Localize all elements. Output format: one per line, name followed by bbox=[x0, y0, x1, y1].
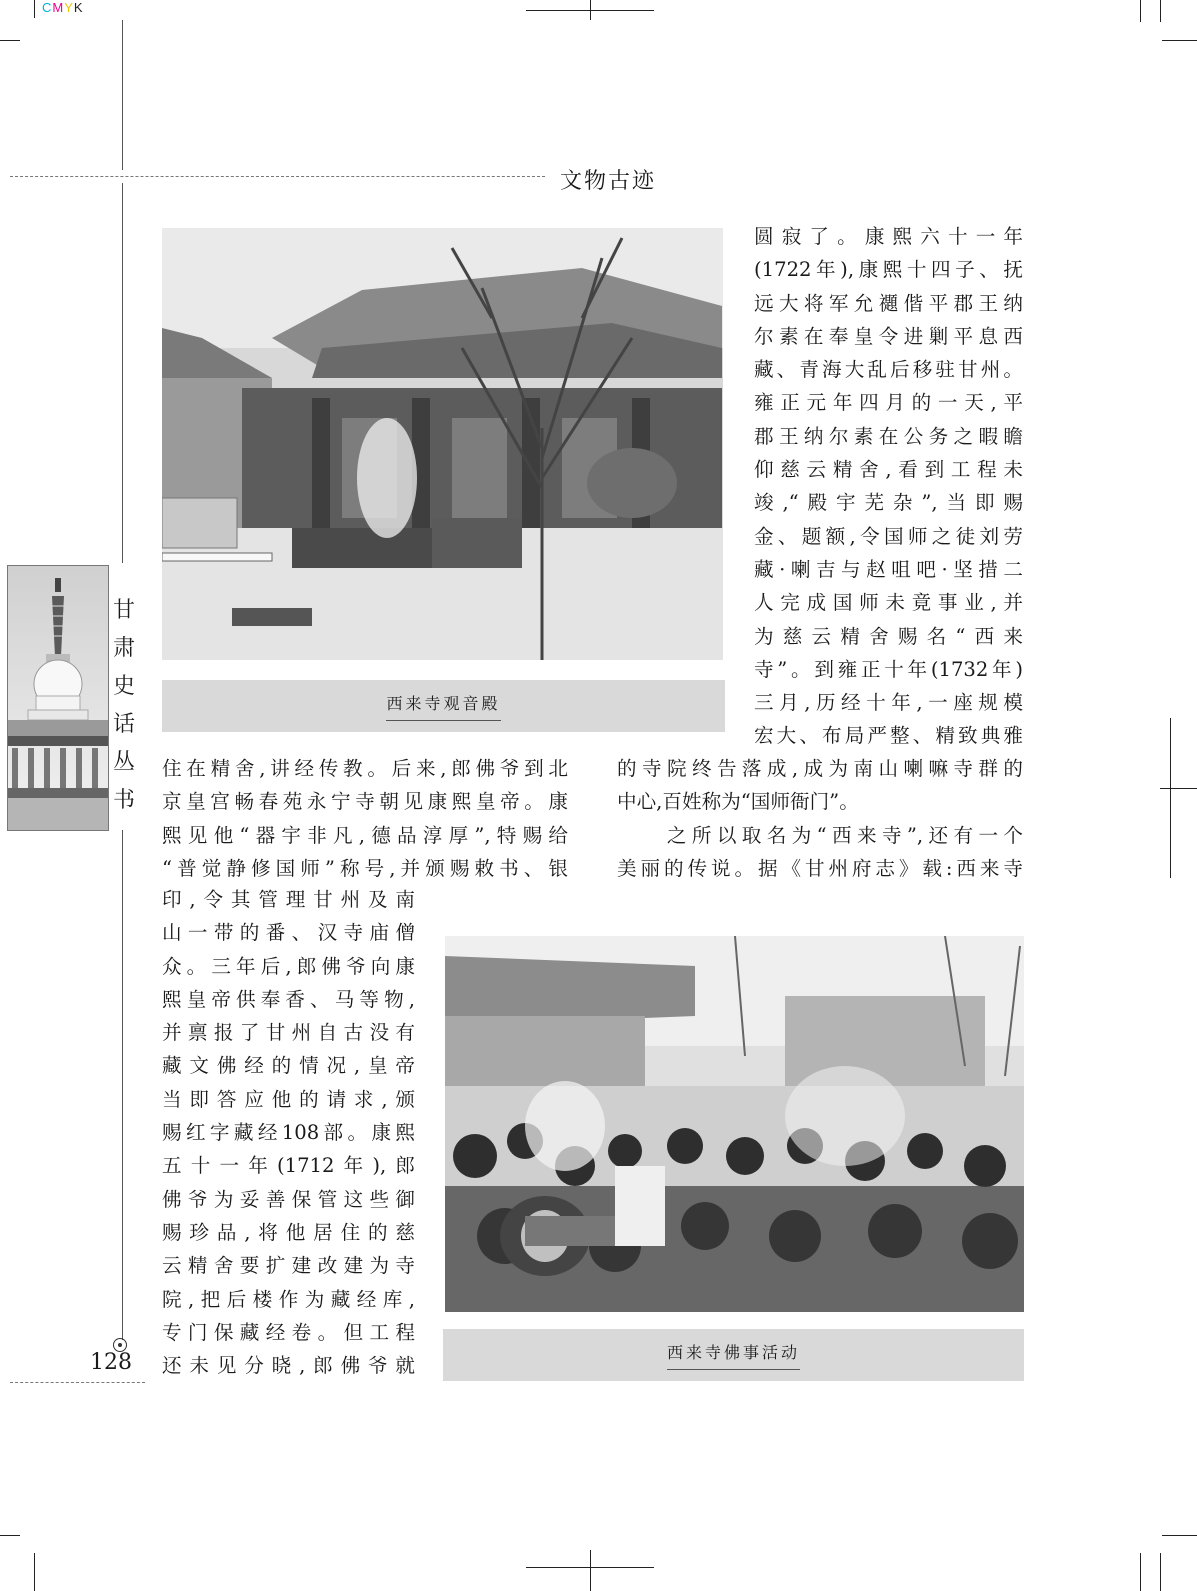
temple-hall-photo bbox=[162, 228, 723, 660]
text-line: 中心,百姓称为“国师衙门”。 bbox=[617, 790, 859, 814]
text-line: 住在精舍,讲经传教。后来,郎佛爷到北 bbox=[162, 757, 568, 780]
text-line: 院,把后楼作为藏经库, bbox=[162, 1287, 415, 1311]
text-line: 京皇宫畅春苑永宁寺朝见康熙皇帝。康 bbox=[162, 790, 568, 814]
sidebar-thumbnail bbox=[7, 565, 109, 831]
margin-rule-top bbox=[122, 20, 123, 170]
header-dashed-rule bbox=[10, 176, 545, 177]
text-line: 五十一年(1712年),郎 bbox=[162, 1154, 415, 1178]
text-line: 郡王纳尔素在公务之暇瞻 bbox=[754, 424, 1023, 448]
series-title-vertical bbox=[112, 592, 136, 820]
text-line: 熙皇帝供奉香、马等物, bbox=[162, 987, 415, 1011]
figure-1-caption-bar bbox=[162, 680, 725, 732]
cmyk-k: K bbox=[73, 0, 84, 15]
series-char: 话 bbox=[112, 712, 135, 737]
figure-2-caption-bar bbox=[443, 1329, 1024, 1381]
text-line: 佛爷为妥善保管这些御 bbox=[162, 1187, 415, 1211]
text-line: 藏文佛经的情况,皇帝 bbox=[162, 1054, 415, 1078]
text-line: 为慈云精舍赐名“西来 bbox=[754, 624, 1023, 648]
text-line: 山一带的番、汉寺庙僧 bbox=[162, 921, 415, 945]
page-number: 128 bbox=[90, 1350, 132, 1375]
text-block-left-bottom bbox=[162, 883, 415, 1382]
figure-1-caption: 西来寺观音殿 bbox=[386, 691, 500, 721]
text-line: “普觉静修国师”称号,并颁赐敕书、银 bbox=[162, 856, 568, 880]
series-char: 史 bbox=[112, 674, 135, 699]
cmyk-c: C bbox=[42, 0, 53, 15]
footer-dashed-rule bbox=[10, 1382, 145, 1383]
text-line: 藏、青海大乱后移驻甘州。 bbox=[754, 358, 1023, 382]
buddhist-ceremony-crowd-photo bbox=[445, 936, 1024, 1312]
figure-2-caption: 西来寺佛事活动 bbox=[667, 1340, 800, 1370]
white-pagoda-photo bbox=[8, 566, 108, 830]
text-line: 寺”。到雍正十年(1732年) bbox=[754, 657, 1023, 681]
text-line: 赐红字藏经108部。康熙 bbox=[162, 1121, 415, 1145]
series-char: 甘 bbox=[112, 598, 135, 623]
text-line: 并禀报了甘州自古没有 bbox=[162, 1021, 415, 1045]
text-line: 赐珍品,将他居住的慈 bbox=[162, 1220, 415, 1244]
margin-rule-upper bbox=[122, 183, 123, 563]
series-char: 书 bbox=[112, 788, 135, 813]
section-title: 文物古迹 bbox=[560, 169, 657, 194]
series-char: 丛 bbox=[112, 750, 135, 775]
series-char: 肃 bbox=[112, 636, 135, 661]
text-line: 还未见分晓,郎佛爷就 bbox=[162, 1354, 415, 1378]
text-line: 圆寂了。康熙六十一年 bbox=[754, 225, 1023, 248]
cmyk-registration-label bbox=[42, 0, 84, 15]
text-line: 三月,历经十年,一座规模 bbox=[754, 691, 1023, 715]
text-line: 之所以取名为“西来寺”,还有一个 bbox=[617, 823, 1023, 847]
text-line: 众。三年后,郎佛爷向康 bbox=[162, 954, 415, 978]
text-line: 金、题额,令国师之徒刘劳 bbox=[754, 524, 1023, 548]
text-line: 藏·喇吉与赵咀吧·坚措二 bbox=[754, 557, 1023, 581]
figure-1-photo bbox=[162, 228, 723, 660]
margin-rule-lower bbox=[122, 830, 123, 1340]
text-block-right-mid bbox=[617, 752, 1023, 885]
text-line: 雍正元年四月的一天,平 bbox=[754, 391, 1023, 415]
text-line: 专门保藏经卷。但工程 bbox=[162, 1320, 415, 1344]
text-line: 仰慈云精舍,看到工程未 bbox=[754, 458, 1023, 482]
text-line: 云精舍要扩建改建为寺 bbox=[162, 1254, 415, 1278]
text-line: 尔素在奉皇令进剿平息西 bbox=[754, 324, 1023, 348]
text-line: 人完成国师未竟事业,并 bbox=[754, 591, 1023, 615]
text-line: 竣,“殿宇芜杂”,当即赐 bbox=[754, 491, 1023, 515]
figure-2-photo bbox=[445, 936, 1024, 1312]
text-line: 远大将军允禵偕平郡王纳 bbox=[754, 291, 1023, 315]
text-line: 的寺院终告落成,成为南山喇嘛寺群的 bbox=[617, 757, 1023, 780]
text-line: 美丽的传说。据《甘州府志》载:西来寺 bbox=[617, 856, 1023, 880]
cmyk-m: M bbox=[52, 0, 65, 15]
text-line: 印,令其管理甘州及南 bbox=[162, 888, 415, 911]
text-line: (1722年),康熙十四子、抚 bbox=[754, 258, 1023, 282]
text-line: 宏大、布局严整、精致典雅 bbox=[754, 724, 1023, 748]
text-line: 熙见他“器宇非凡,德品淳厚”,特赐给 bbox=[162, 823, 568, 847]
text-block-left-mid bbox=[162, 752, 568, 885]
cmyk-y: Y bbox=[64, 0, 74, 15]
text-line: 当即答应他的请求,颁 bbox=[162, 1087, 415, 1111]
text-block-right-top bbox=[754, 220, 1023, 753]
